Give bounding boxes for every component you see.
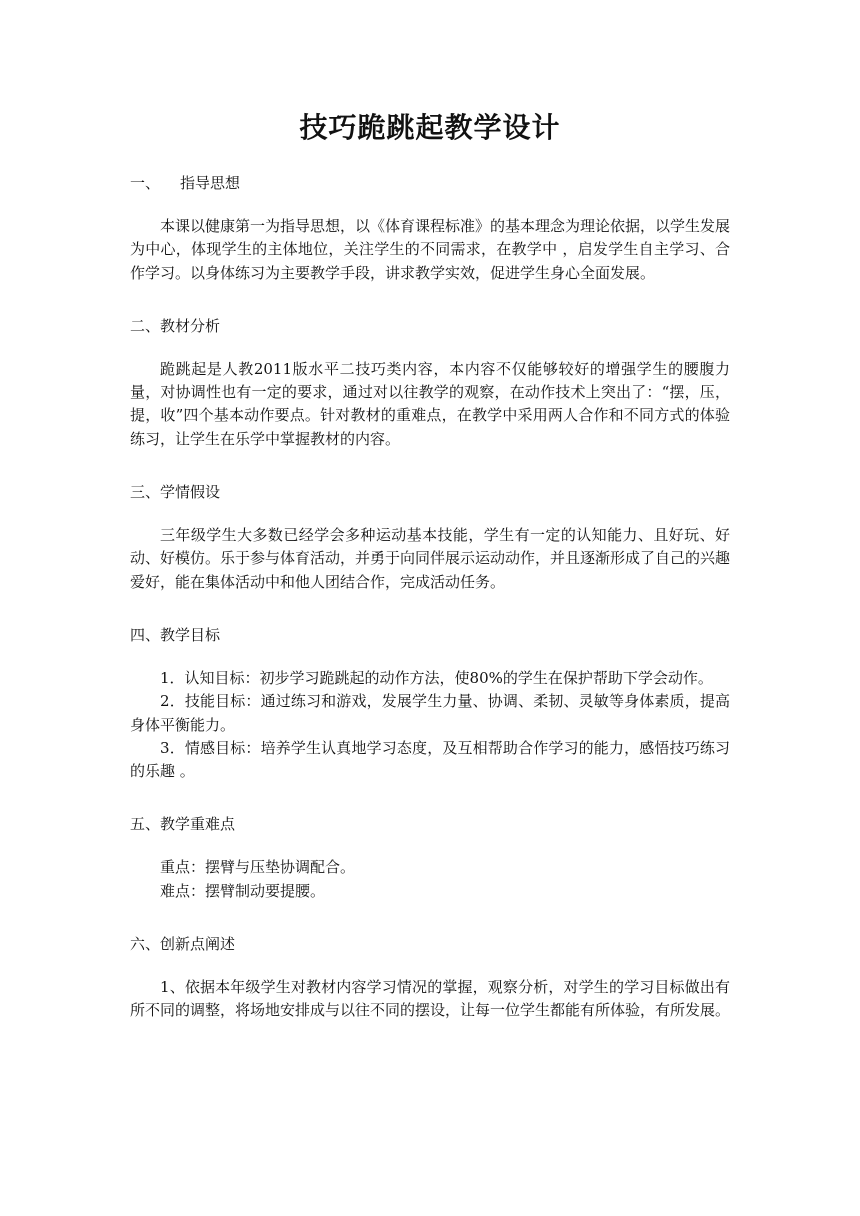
paragraph: 三年级学生大多数已经学会多种运动基本技能，学生有一定的认知能力、且好玩、好动、好模仿。乐于参与体育活动，并勇于向同伴展示运动动作，并且逐渐形成了自己的兴趣爱好，能在集体活动中和他人团结合作，完成活动任务。 — [130, 526, 731, 591]
section-innovation — [130, 933, 730, 1023]
key-point: 重点：摆臂与压垫协调配合。 — [160, 858, 356, 877]
section-title: 指导思想 — [180, 174, 241, 192]
section-number: 四、 — [130, 625, 161, 644]
section-title: 教学重难点 — [160, 815, 236, 834]
document-title: 技巧跪跳起教学设计 — [299, 111, 561, 144]
section-title: 学情假设 — [160, 483, 221, 502]
section-number: 三、 — [130, 483, 161, 502]
section-title: 教材分析 — [160, 316, 221, 335]
section-title: 教学目标 — [160, 625, 221, 644]
objective-skill: 2．技能目标：通过练习和游戏，发展学生力量、协调、柔韧、灵敏等身体素质，提高身体平衡能力。 — [130, 692, 730, 734]
section-learner-assumptions — [130, 481, 730, 594]
paragraph: 1、依据本年级学生对教材内容学习情况的掌握，观察分析，对学生的学习目标做出有所不同的调整，将场地安排成与以往不同的摆设，让每一位学生都能有所体验，有所发展。 — [130, 978, 731, 1020]
section-key-points — [130, 813, 730, 903]
section-number: 二、 — [130, 316, 161, 335]
section-heading — [130, 624, 730, 646]
section-number: 六、 — [130, 935, 161, 954]
section-title: 创新点阐述 — [160, 935, 236, 954]
objective-affective: 3．情感目标：培养学生认真地学习态度，及互相帮助合作学习的能力，感悟技巧练习的乐趣 。 — [130, 738, 730, 781]
section-number: 五、 — [130, 815, 161, 834]
section-heading — [130, 172, 730, 194]
section-guiding-ideology — [130, 172, 730, 285]
difficult-point: 难点：摆臂制动要提腰。 — [160, 881, 326, 900]
section-heading — [130, 481, 730, 503]
section-heading — [130, 813, 730, 835]
section-material-analysis — [130, 315, 730, 451]
section-teaching-objectives — [130, 624, 730, 783]
paragraph: 跪跳起是人教2011版水平二技巧类内容，本内容不仅能够较好的增强学生的腰腹力量，对协调性也有一定的要求，通过对以往教学的观察，在动作技术上突出了：“摆，压，提，收”四个基本动作要点。针对教材的重难点，在教学中采用两人合作和不同方式的体验练习，让学生在乐学中掌握教材的内容。 — [130, 359, 730, 448]
section-heading — [130, 933, 730, 955]
objective-cognitive: 1．认知目标：初步学习跪跳起的动作方法，使80%的学生在保护帮助下学会动作。 — [160, 668, 713, 687]
paragraph: 本课以健康第一为指导思想，以《体育课程标准》的基本理念为理论依据，以学生发展为中心，体现学生的主体地位，关注学生的不同需求，在教学中 ，启发学生自主学习、合作学习。以身体练习为主要教学手段，讲求教学实效，促进学生身心全面发展。 — [130, 217, 731, 282]
section-heading — [130, 315, 730, 337]
section-number: 一、 — [130, 174, 161, 192]
